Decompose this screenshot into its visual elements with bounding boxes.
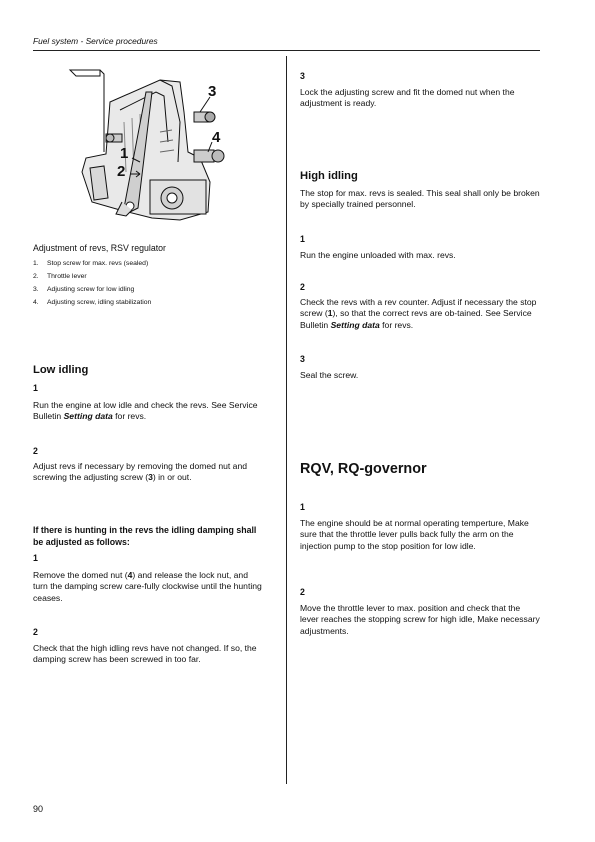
- caption-legend: [33, 260, 263, 312]
- step-number: 2: [300, 587, 305, 597]
- figure-caption: [33, 243, 263, 312]
- legend-item: 2. Throttle lever: [33, 272, 87, 280]
- high-idling-step-1: Run the engine unloaded with max. revs.: [300, 250, 456, 260]
- low-idling-step-2: Adjust revs if necessary by removing the domed nut and screwing the adjusting screw (3) in or out.: [33, 461, 248, 483]
- legend-item: 1. Stop screw for max. revs (sealed): [33, 259, 149, 267]
- high-idling-step-3: Seal the screw.: [300, 370, 359, 380]
- hunting-heading: If there is hunting in the revs the idling damping shall be adjusted as follows:: [33, 525, 257, 547]
- rqv-step-1: The engine should be at normal operating temperture, Make sure that the throttle lever pulls back fully the arm on the injection pump to the stop position for low idle.: [300, 518, 529, 551]
- low-idling-step-3: Lock the adjusting screw and fit the domed nut when the adjustment is ready.: [300, 87, 515, 109]
- column-divider: [286, 56, 287, 784]
- low-idling-step-1: Run the engine at low idle and check the revs. See Service Bulletin Setting data for revs.: [33, 400, 258, 422]
- legend-item: 3. Adjusting screw for low idling: [33, 285, 135, 293]
- low-idling-heading: Low idling: [33, 364, 89, 376]
- step-number: 2: [33, 446, 38, 456]
- callout-1: 1: [120, 145, 129, 162]
- callout-3: 3: [208, 83, 217, 100]
- callout-2: 2: [117, 163, 126, 180]
- hunting-step-1: Remove the domed nut (4) and release the lock nut, and turn the damping screw care-fully clockwise until the hunting ceases.: [33, 570, 262, 603]
- legend-item: 4. Adjusting screw, idling stabilization: [33, 298, 152, 306]
- step-number: 3: [300, 71, 305, 81]
- high-idling-heading: High idling: [300, 170, 358, 182]
- step-number: 1: [300, 502, 305, 512]
- caption-title: Adjustment of revs, RSV regulator: [33, 243, 166, 253]
- regulator-drawing: [60, 62, 250, 230]
- callout-4: 4: [212, 129, 221, 146]
- high-idling-intro: The stop for max. revs is sealed. This seal shall only be broken by specially trained personnel.: [300, 188, 540, 210]
- step-number: 1: [33, 383, 38, 393]
- step-number: 2: [33, 627, 38, 637]
- rqv-step-2: Move the throttle lever to max. position and check that the lever reaches the stopping screw for high idle, Make necessary adjustments.: [300, 603, 540, 636]
- high-idling-step-2: Check the revs with a rev counter. Adjust if necessary the stop screw (1), so that the correct revs are ob-tained. See Service Bulletin Setting data for revs.: [300, 297, 537, 330]
- hunting-step-2: Check that the high idling revs have not changed. If so, the damping screw has been screwed in too far.: [33, 643, 257, 665]
- step-number: 1: [300, 234, 305, 244]
- regulator-illustration: [60, 62, 250, 230]
- step-number: 2: [300, 282, 305, 292]
- rqv-heading: RQV, RQ-governor: [300, 461, 427, 477]
- running-header: Fuel system - Service procedures: [33, 36, 158, 46]
- page-number: 90: [33, 804, 44, 814]
- header-rule: [33, 50, 540, 51]
- step-number: 1: [33, 553, 38, 563]
- step-number: 3: [300, 354, 305, 364]
